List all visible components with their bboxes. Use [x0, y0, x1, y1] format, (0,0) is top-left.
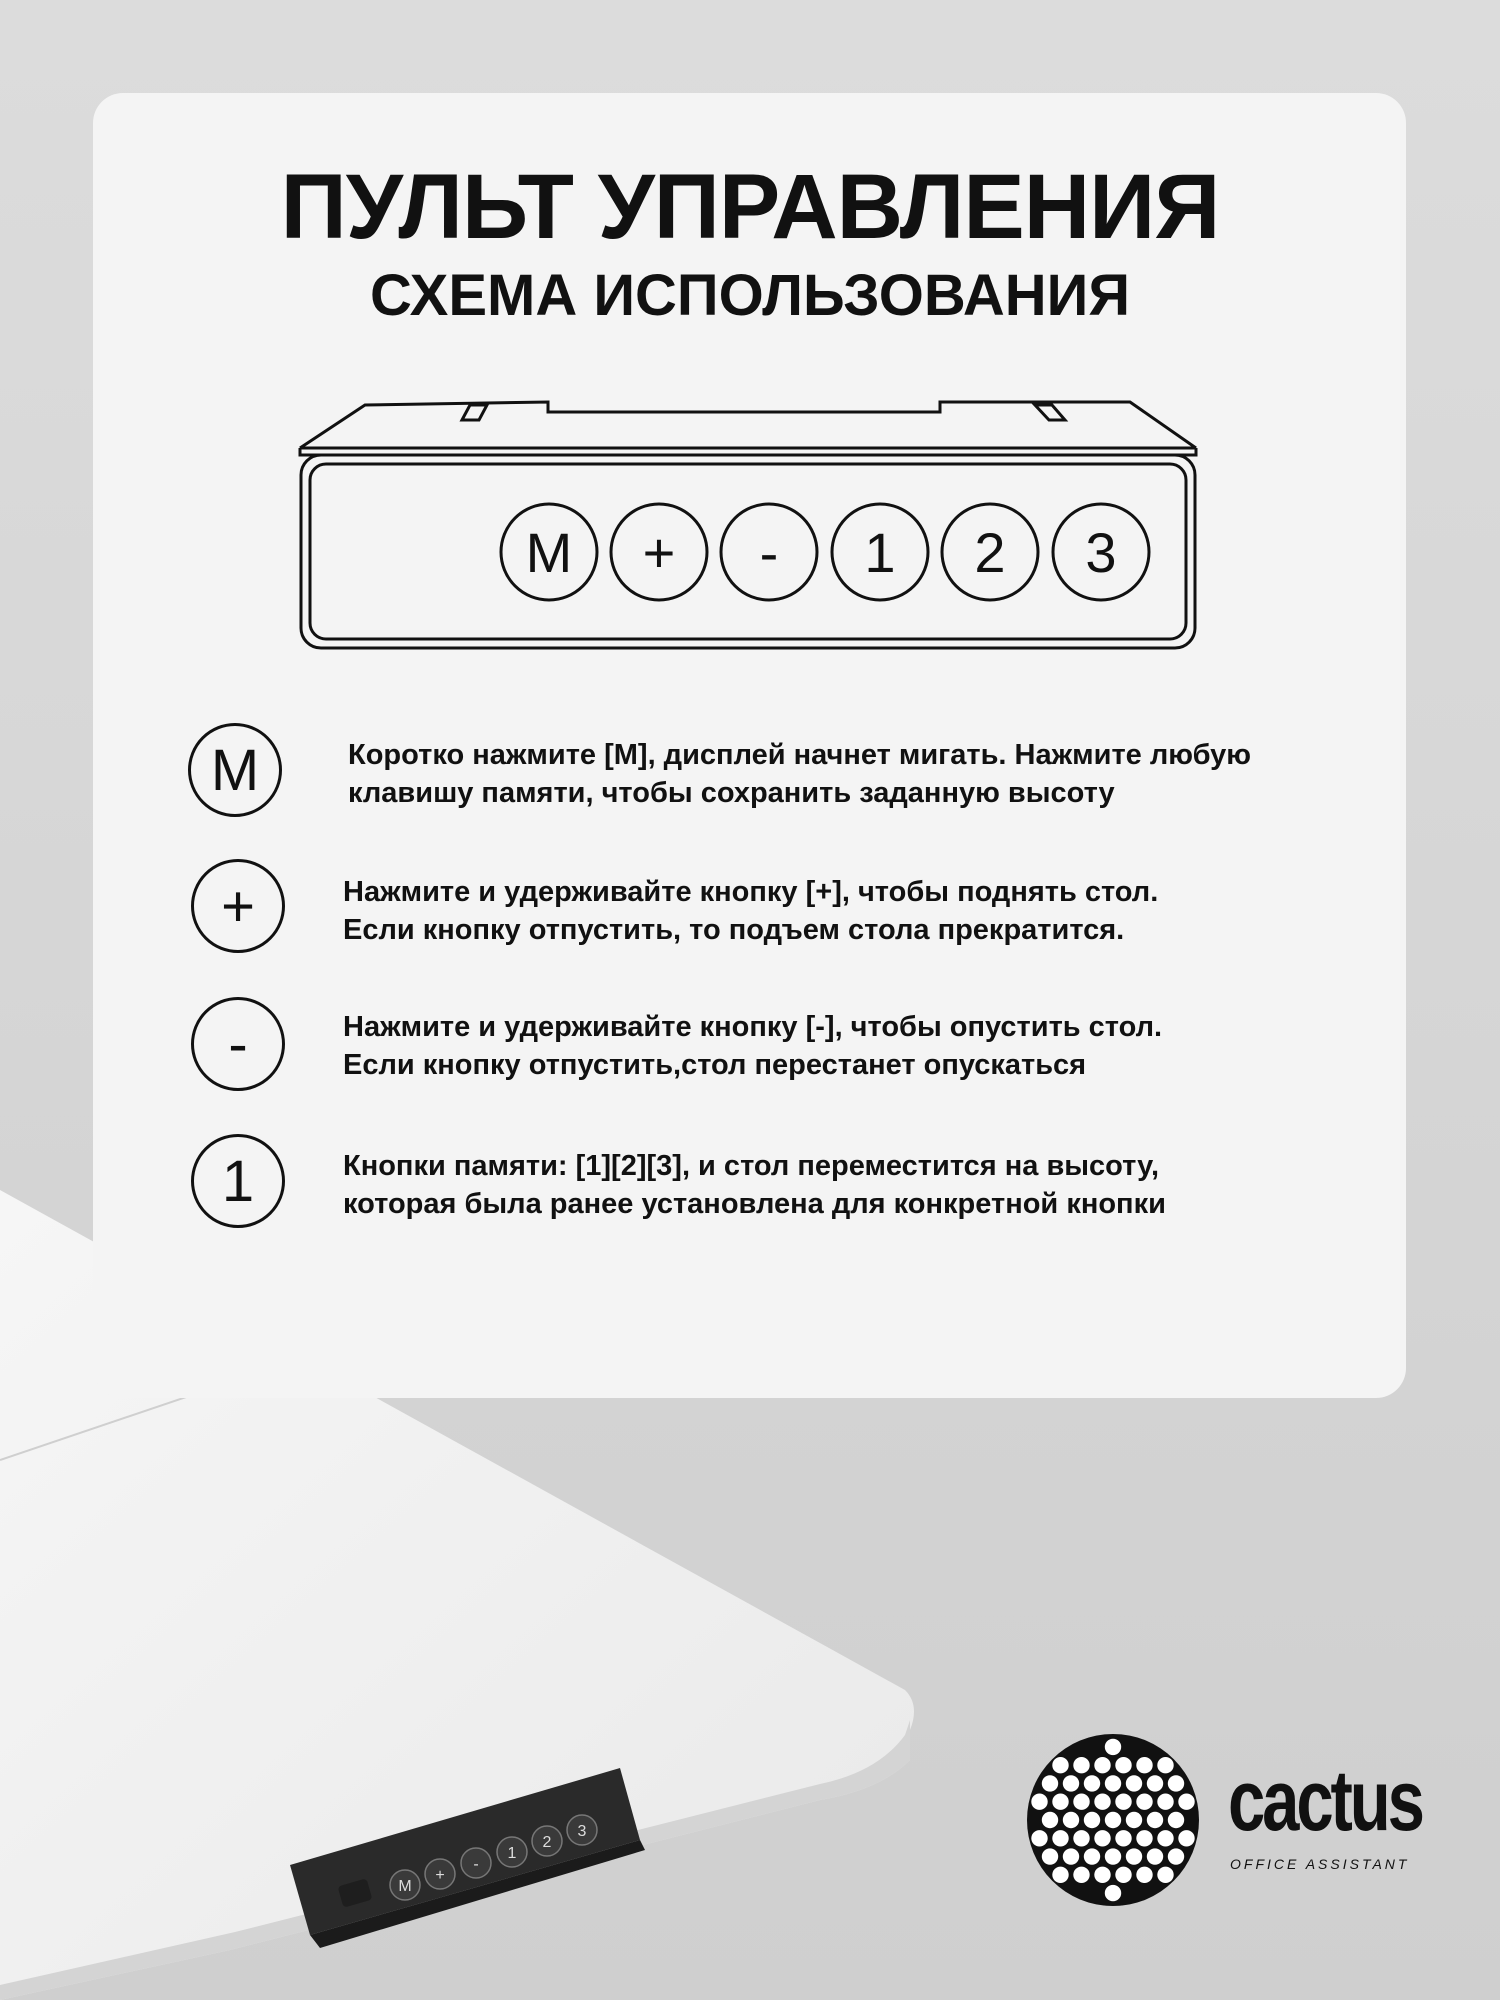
legend-text-presets: Кнопки памяти: [1][2][3], и стол переместится на высоту, которая была ранее установлена для конкретной кнопки: [343, 1150, 1166, 1220]
m-button-icon: M: [188, 723, 282, 817]
panel-button-2: [461, 1848, 491, 1878]
cactus-logo-icon: [1025, 1732, 1201, 1908]
page-title: ПУЛЬТ УПРАВЛЕНИЯ: [280, 156, 1220, 258]
legend-text-up: Нажмите и удерживайте кнопку [+], чтобы поднять стол. Если кнопку отпустить, то подъем стола прекратится.: [343, 876, 1159, 946]
svg-text:3: 3: [1085, 521, 1117, 584]
brand-name: cactus: [1228, 1753, 1422, 1849]
page-subtitle: СХЕМА ИСПОЛЬЗОВАНИЯ: [369, 263, 1131, 328]
svg-text:M: M: [398, 1878, 412, 1895]
panel-button-0: [390, 1870, 420, 1900]
svg-text:1: 1: [864, 521, 896, 584]
svg-text:+: +: [435, 1867, 445, 1884]
panel-button-3: [497, 1837, 527, 1867]
svg-text:-: -: [473, 1856, 479, 1873]
svg-text:+: +: [642, 521, 676, 584]
svg-text:M: M: [525, 521, 573, 584]
legend-text-down: Нажмите и удерживайте кнопку [-], чтобы опустить стол. Если кнопку отпустить,стол перестанет опускаться: [343, 1011, 1163, 1081]
one-button-icon: 1: [191, 1134, 285, 1228]
plus-button-icon: +: [191, 859, 285, 953]
brand-tagline: OFFICE ASSISTANT: [1230, 1856, 1410, 1872]
svg-text:2: 2: [542, 1834, 552, 1851]
svg-text:3: 3: [577, 1823, 587, 1840]
panel-button-5: [567, 1815, 597, 1845]
minus-button-icon: -: [191, 997, 285, 1091]
svg-text:2: 2: [974, 521, 1006, 584]
legend-text-memory: Коротко нажмите [M], дисплей начнет мигать. Нажмите любую клавишу памяти, чтобы сохранить заданную высоту: [348, 739, 1252, 809]
svg-text:1: 1: [507, 1845, 517, 1862]
panel-button-1: [425, 1859, 455, 1889]
panel-button-4: [532, 1826, 562, 1856]
svg-text:-: -: [759, 521, 779, 584]
